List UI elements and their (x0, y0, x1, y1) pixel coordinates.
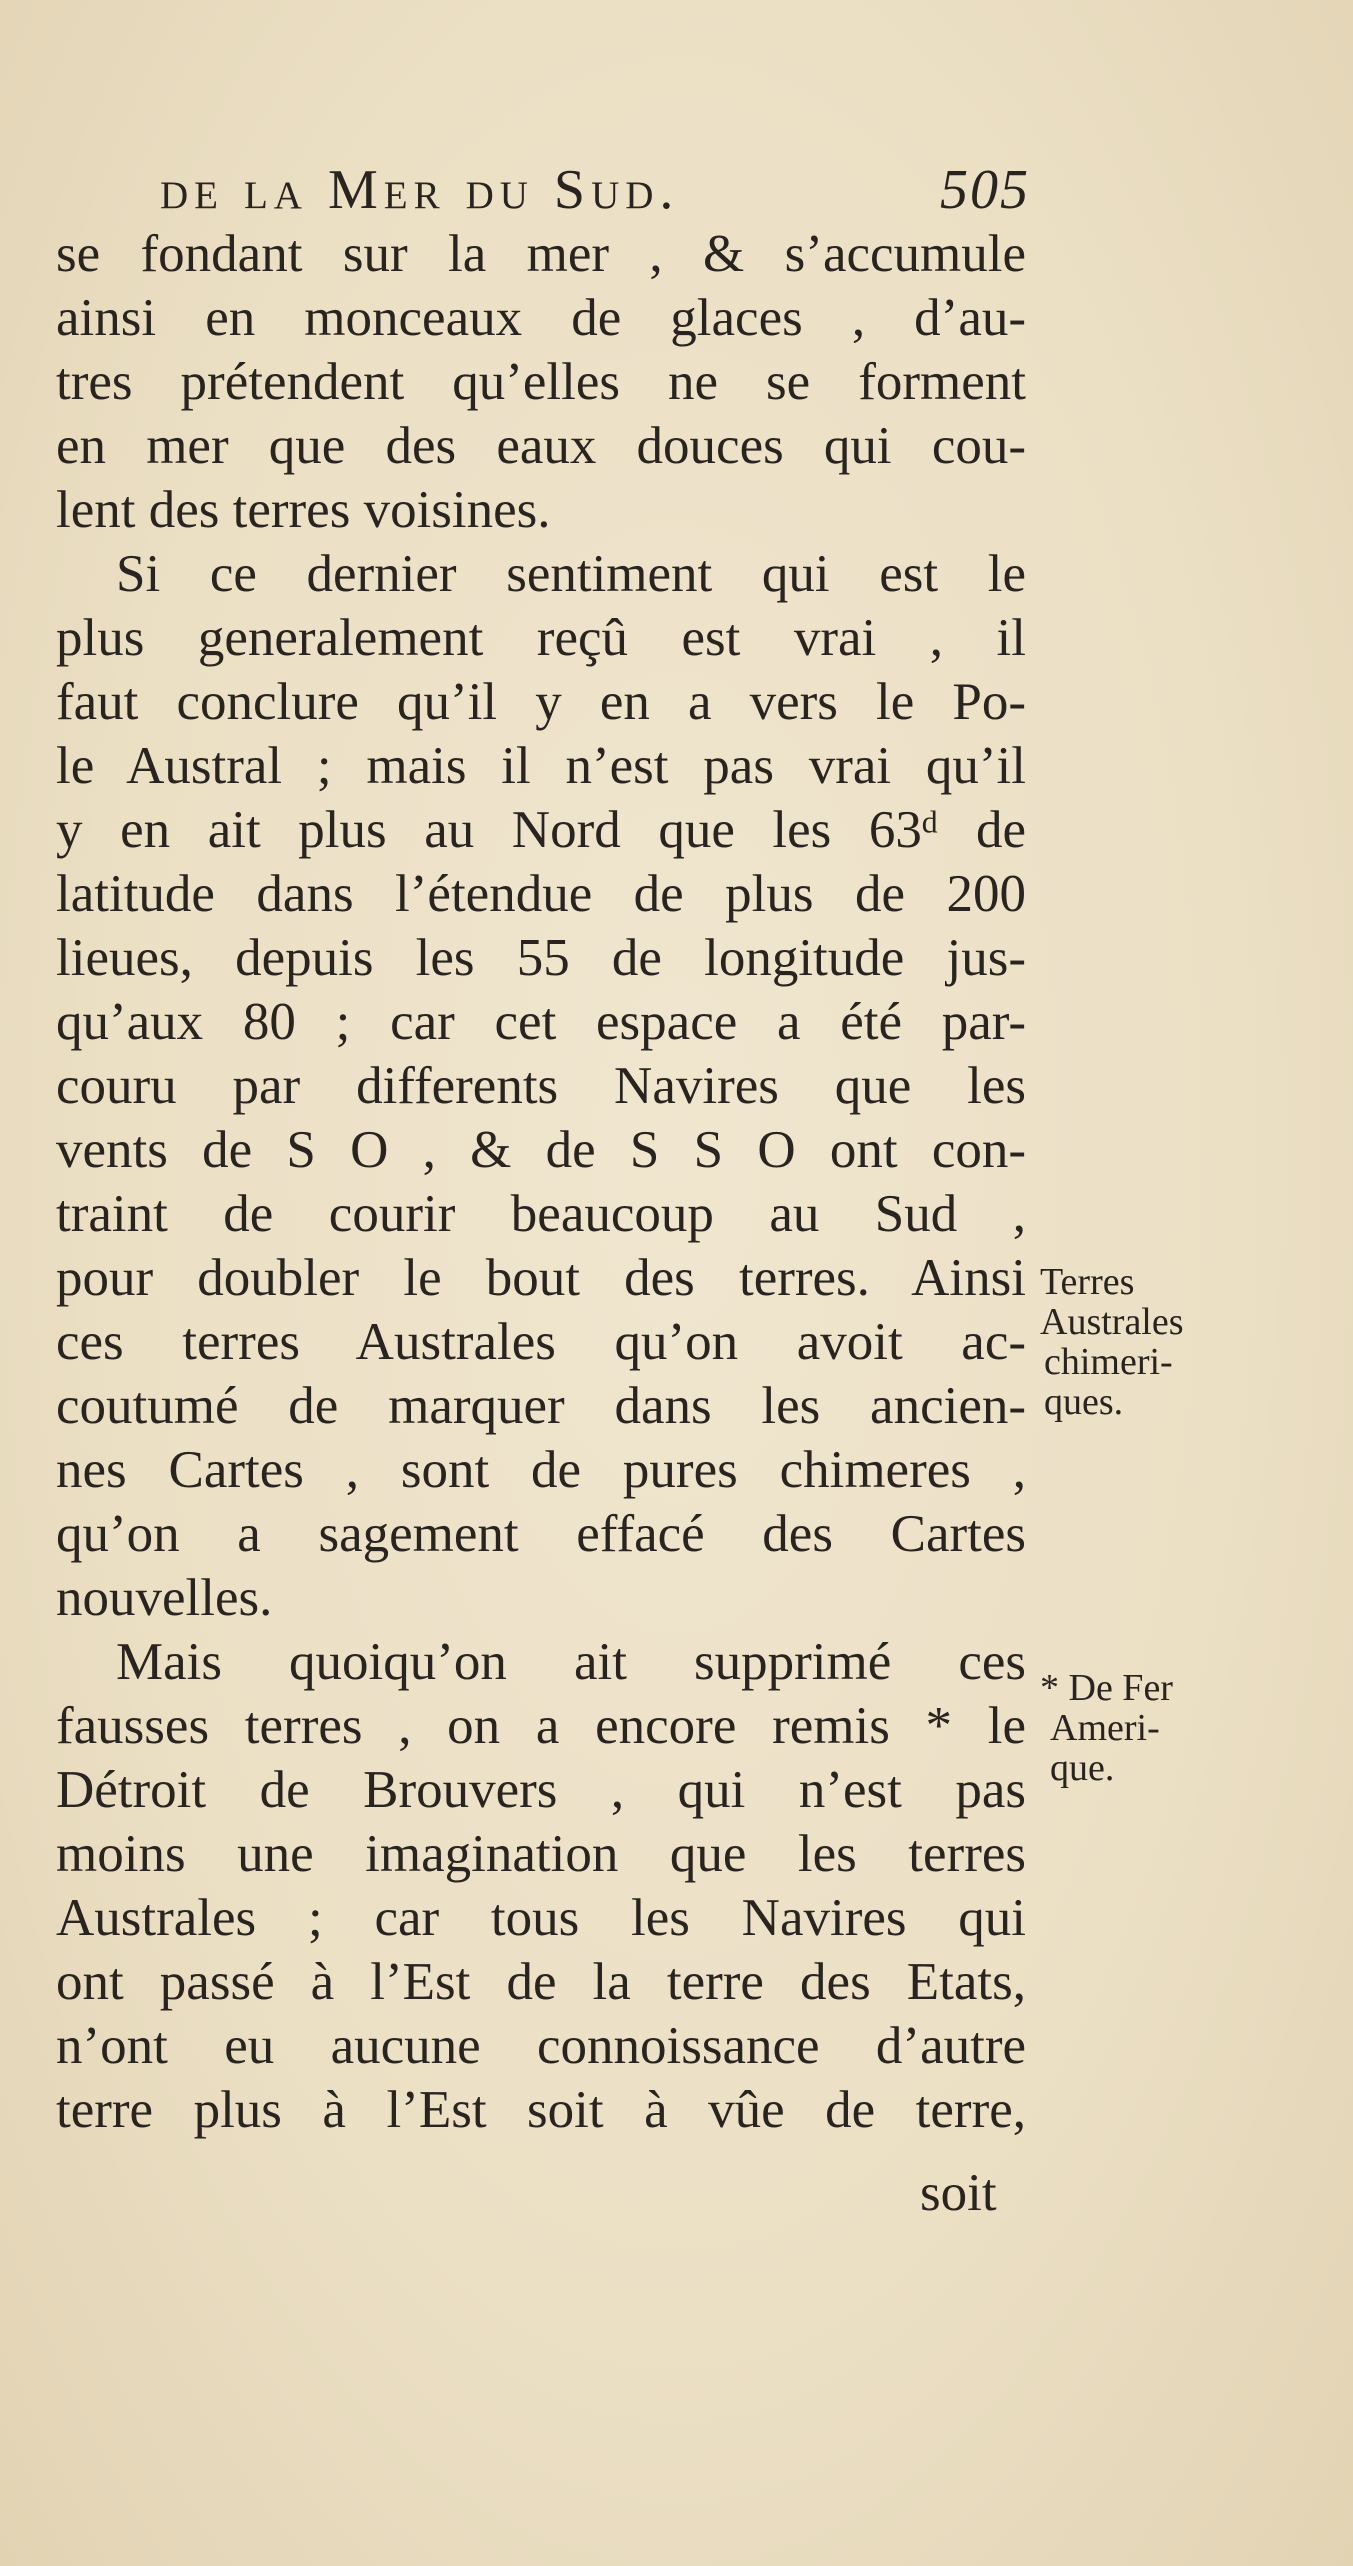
text-line: nes Cartes , sont de pures chimeres , (56, 1441, 1026, 1499)
text-line: fausses terres , on a encore remis * le (56, 1697, 1026, 1755)
text-line: plus generalement reçû est vrai , il (56, 609, 1026, 667)
text-line: tres prétendent qu’elles ne se forment (56, 353, 1026, 411)
text-line: qu’on a sagement effacé des Cartes (56, 1505, 1026, 1563)
catchword: soit (920, 2164, 997, 2222)
page-number: 505 (940, 159, 1030, 221)
margin-note-line: Terres (1040, 1261, 1135, 1303)
text-line: latitude dans l’étendue de plus de 200 (56, 865, 1026, 923)
page-header (160, 148, 1030, 228)
text-line: le Austral ; mais il n’est pas vrai qu’il (56, 737, 1026, 795)
text-line: lieues, depuis les 55 de longitude jus- (56, 929, 1026, 987)
text-line: Australes ; car tous les Navires qui (56, 1889, 1026, 1947)
text-line: n’ont eu aucune connoissance d’autre (56, 2017, 1026, 2075)
text-line: couru par differents Navires que les (56, 1057, 1026, 1115)
text-line: qu’aux 80 ; car cet espace a été par- (56, 993, 1026, 1051)
text-line: Si ce dernier sentiment qui est le (116, 545, 1026, 603)
text-line: nouvelles. (56, 1569, 273, 1627)
text-line: Détroit de Brouvers , qui n’est pas (56, 1761, 1026, 1819)
text-line: se fondant sur la mer , & s’accumule (56, 225, 1026, 283)
margin-note-line: Ameri- (1050, 1707, 1160, 1749)
margin-note-line: * De Fer (1040, 1667, 1173, 1709)
text-line: en mer que des eaux douces qui cou- (56, 417, 1026, 475)
text-line: Mais quoiqu’on ait supprimé ces (116, 1633, 1026, 1691)
text-line: faut conclure qu’il y en a vers le Po- (56, 673, 1026, 731)
text-line: vents de S O , & de S S O ont con- (56, 1121, 1026, 1179)
text-line: moins une imagination que les terres (56, 1825, 1026, 1883)
running-title: de la Mer du Sud. (160, 159, 680, 221)
text-line: y en ait plus au Nord que les 63ᵈ de (56, 801, 1026, 859)
margin-note-line: chimeri- (1044, 1341, 1173, 1383)
text-line: terre plus à l’Est soit à vûe de terre, (56, 2081, 1026, 2139)
text-line: coutumé de marquer dans les ancien- (56, 1377, 1026, 1435)
margin-note-line: ques. (1044, 1381, 1124, 1423)
margin-note-terres-australes (1040, 1262, 1184, 1422)
text-line: ont passé à l’Est de la terre des Etats, (56, 1953, 1026, 2011)
text-line: lent des terres voisines. (56, 481, 551, 539)
margin-note-line: que. (1050, 1747, 1115, 1789)
text-line: ainsi en monceaux de glaces , d’au- (56, 289, 1026, 347)
margin-note-de-fer (1040, 1668, 1173, 1788)
text-line: traint de courir beaucoup au Sud , (56, 1185, 1026, 1243)
margin-note-line: Australes (1040, 1301, 1184, 1343)
text-line: ces terres Australes qu’on avoit ac- (56, 1313, 1026, 1371)
text-line: pour doubler le bout des terres. Ainsi (56, 1249, 1026, 1307)
